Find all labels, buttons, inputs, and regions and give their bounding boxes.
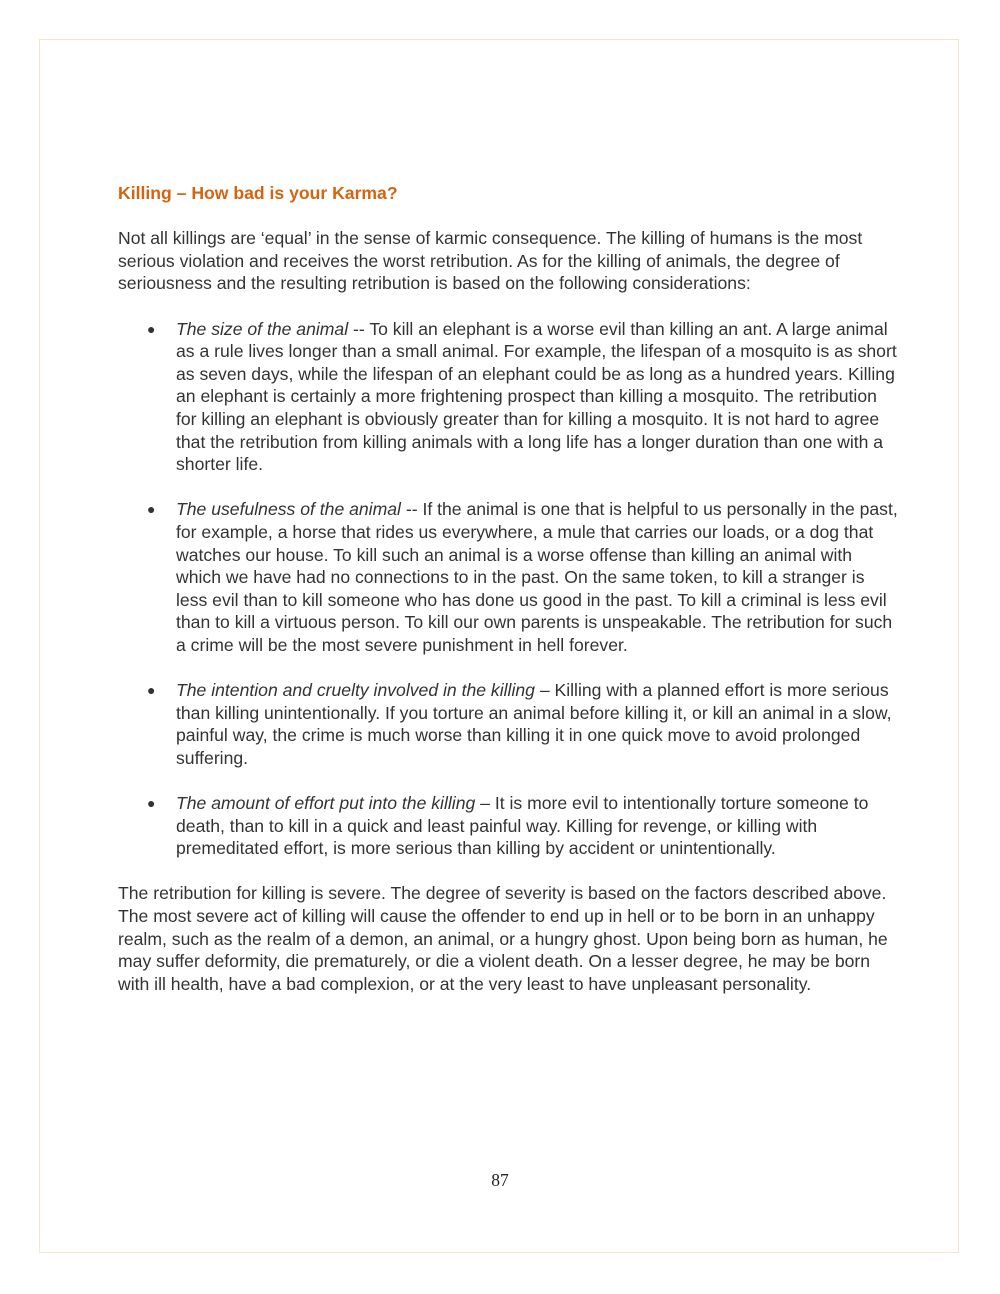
bullet-icon: ● [147, 682, 156, 699]
list-item-separator: -- [348, 318, 370, 339]
bullet-icon: ● [147, 795, 156, 812]
list-item-separator: – [475, 793, 495, 814]
intro-paragraph: Not all killings are ‘equal’ in the sense of karmic consequence. The killing of humans is the most serious violation and receives the worst retribution. As for the killing of animals, the degree of seriousness and the resulting retribution is based on the following considerations: [118, 228, 863, 294]
considerations-list [118, 318, 898, 860]
closing-paragraph: The retribution for killing is severe. The degree of severity is based on the factors described above. The most severe act of killing will cause the offender to end up in hell or to be born in an unhappy realm, such as the realm of a demon, an animal, or a hungry ghost. Upon being born as human, he may suffer deformity, die prematurely, or die a violent death. On a lesser degree, he may be born with ill health, have a bad complexion, or at the very least to have unpleasant personality. [118, 883, 888, 994]
list-item-text: Killing with a planned effort is more serious than killing unintentionally. If you torture an animal before killing it, or kill an animal in a slow, painful way, the crime is much worse than killing it in one quick move to avoid prolonged suffering. [176, 680, 892, 768]
list-item-effort [118, 792, 898, 860]
list-item-text: It is more evil to intentionally torture someone to death, than to kill in a quick and least painful way. Killing for revenge, or killing with premeditated effort, is more serious than killing by accident or unintentionally. [176, 793, 869, 859]
list-item-separator: -- [400, 499, 423, 520]
list-item-term: The usefulness of the animal [176, 499, 401, 520]
page-content [118, 182, 898, 995]
bullet-icon: ● [147, 501, 156, 518]
section-heading: Killing – How bad is your Karma? [118, 183, 398, 203]
list-item-term: The amount of effort put into the killing [176, 793, 476, 814]
list-item-separator: – [534, 680, 555, 701]
list-item-term: The intention and cruelty involved in the killing [176, 680, 535, 701]
list-item-size [118, 318, 898, 476]
list-item-text: If the animal is one that is helpful to us personally in the past, for example, a horse that rides us everywhere, a mule that carries our loads, or a dog that watches our house. To kill such an animal is a worse offense than killing an animal with which we have had no connections to in the past. On the same token, to kill a stranger is less evil than to kill someone who has done us good in the past. To kill a criminal is less evil than to kill a virtuous person. To kill our own parents is unspeakable. The retribution for such a crime will be the most severe punishment in hell forever. [176, 499, 898, 655]
list-item-intention [118, 679, 898, 769]
list-item-text: To kill an elephant is a worse evil than killing an ant. A large animal as a rule lives longer than a small animal. For example, the lifespan of a mosquito is as short as seven days, while the lifespan of an elephant could be as long as a hundred years. Killing an elephant is certainly a more frightening prospect than killing a mosquito. The retribution for killing an elephant is obviously greater than for killing a mosquito. It is not hard to agree that the retribution from killing animals with a long life has a longer duration than one with a shorter life. [176, 318, 897, 475]
page-number: 87 [491, 1170, 509, 1190]
bullet-icon: ● [147, 320, 156, 337]
list-item-term: The size of the animal [176, 318, 349, 339]
list-item-usefulness [118, 498, 898, 656]
